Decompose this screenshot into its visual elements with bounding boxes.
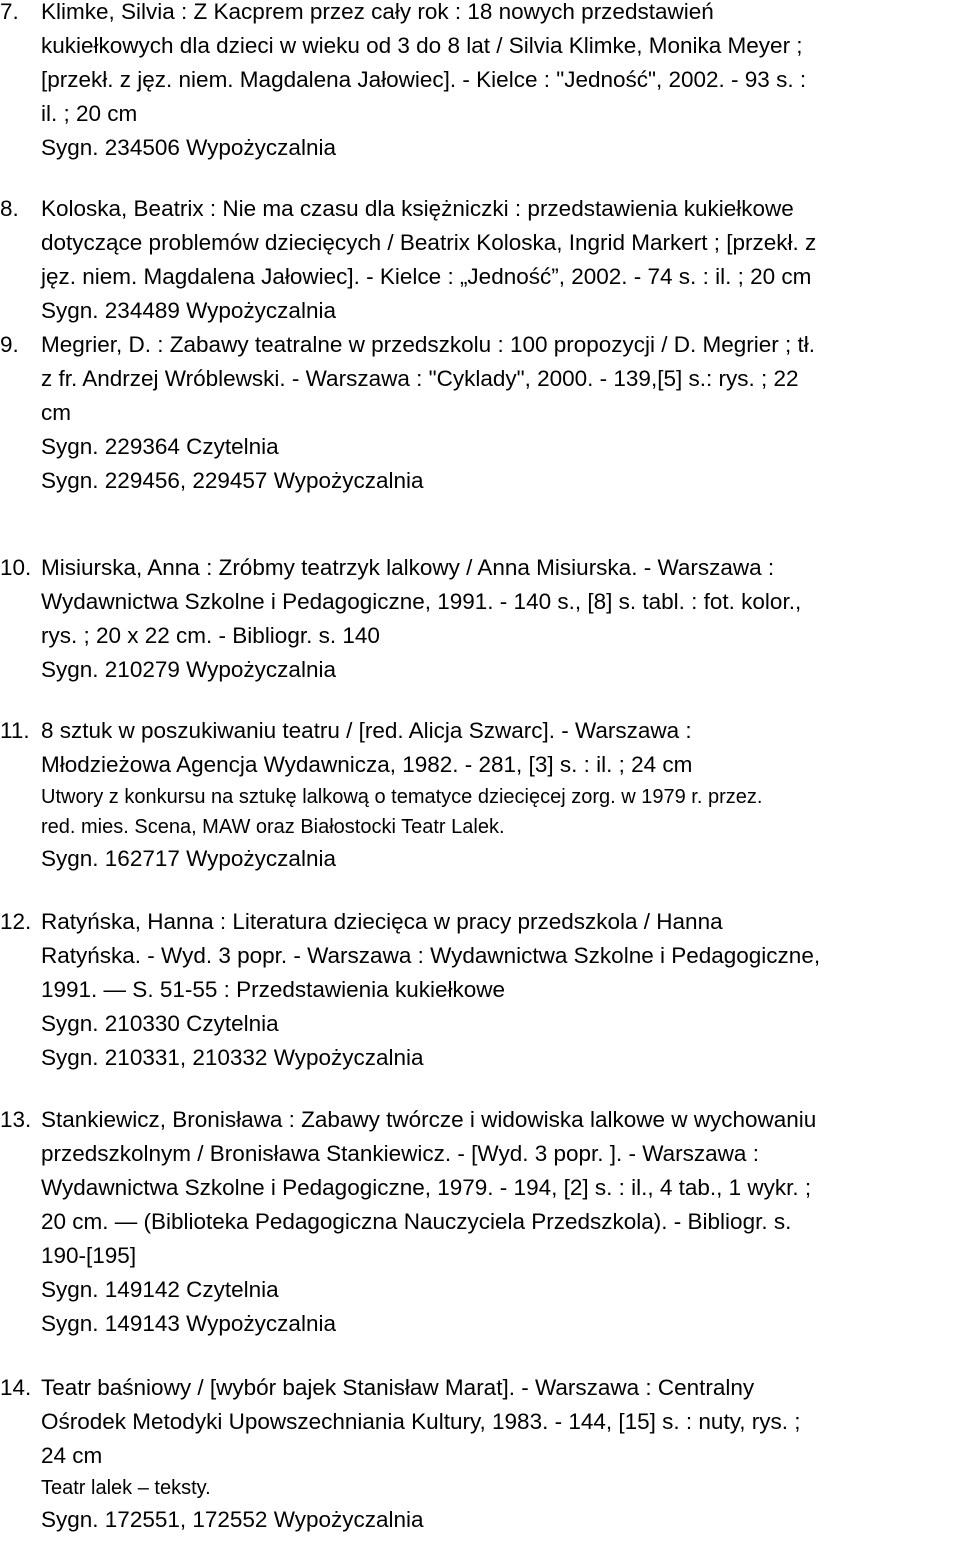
entry-line: jęz. niem. Magdalena Jałowiec]. - Kielce : „Jedność”, 2002. - 74 s. : il. ; 20 cm xyxy=(41,264,812,289)
entry-text xyxy=(41,0,960,165)
entry-line: przedszkolnym / Bronisława Stankiewicz. - [Wyd. 3 popr. ]. - Warszawa : xyxy=(41,1141,759,1166)
entry-line: 20 cm. — (Biblioteka Pedagogiczna Nauczyciela Przedszkola). - Bibliogr. s. xyxy=(41,1209,792,1234)
entry-13 xyxy=(0,1103,960,1341)
entry-line: Teatr baśniowy / [wybór bajek Stanisław Marat]. - Warszawa : Centralny xyxy=(41,1375,755,1400)
entry-line: Misiurska, Anna : Zróbmy teatrzyk lalkowy / Anna Misiurska. - Warszawa : xyxy=(41,555,775,580)
entry-line: cm xyxy=(41,400,71,425)
signature-line: Sygn. 149143 Wypożyczalnia xyxy=(41,1311,336,1336)
note-line: Utwory z konkursu na sztukę lalkową o tematyce dziecięcej zorg. w 1979 r. przez. xyxy=(41,786,763,808)
entry-number: 10. xyxy=(0,555,32,580)
entry-line: 1991. — S. 51-55 : Przedstawienia kukiełkowe xyxy=(41,977,505,1002)
entry-line: dotyczące problemów dziecięcych / Beatrix Koloska, Ingrid Markert ; [przekł. z xyxy=(41,230,817,255)
entry-line: 8 sztuk w poszukiwaniu teatru / [red. Alicja Szwarc]. - Warszawa : xyxy=(41,718,692,743)
entry-14 xyxy=(0,1371,960,1537)
entry-line: Wydawnictwa Szkolne i Pedagogiczne, 1979. - 194, [2] s. : il., 4 tab., 1 wykr. ; xyxy=(41,1175,812,1200)
signature-line: Sygn. 229364 Czytelnia xyxy=(41,434,279,459)
entry-line: Wydawnictwa Szkolne i Pedagogiczne, 1991. - 140 s., [8] s. tabl. : fot. kolor., xyxy=(41,589,802,614)
signature-line: Sygn. 229456, 229457 Wypożyczalnia xyxy=(41,468,424,493)
signature-line: Sygn. 149142 Czytelnia xyxy=(41,1277,279,1302)
entry-number: 14. xyxy=(0,1375,32,1400)
note-line: red. mies. Scena, MAW oraz Białostocki Teatr Lalek. xyxy=(41,816,505,838)
entry-line: [przekł. z jęz. niem. Magdalena Jałowiec]. - Kielce : "Jedność", 2002. - 93 s. : xyxy=(41,67,807,92)
entry-number: 13. xyxy=(0,1107,32,1132)
entry-number: 12. xyxy=(0,909,32,934)
entry-8 xyxy=(0,192,960,328)
entry-7 xyxy=(0,0,960,165)
signature-line: Sygn. 234489 Wypożyczalnia xyxy=(41,298,336,323)
entry-line: Młodzieżowa Agencja Wydawnicza, 1982. - 281, [3] s. : il. ; 24 cm xyxy=(41,752,693,777)
entry-line: Ratyńska, Hanna : Literatura dziecięca w pracy przedszkola / Hanna xyxy=(41,909,723,934)
entry-text xyxy=(41,192,960,328)
note-line: Teatr lalek – teksty. xyxy=(41,1477,211,1499)
signature-line: Sygn. 210279 Wypożyczalnia xyxy=(41,657,336,682)
entry-number: 9. xyxy=(0,332,19,357)
entry-line: Koloska, Beatrix : Nie ma czasu dla księżniczki : przedstawienia kukiełkowe xyxy=(41,196,794,221)
entry-line: Stankiewicz, Bronisława : Zabawy twórcze i widowiska lalkowe w wychowaniu xyxy=(41,1107,817,1132)
entry-text xyxy=(41,328,960,498)
entry-10 xyxy=(0,551,960,687)
entry-text xyxy=(41,905,960,1075)
signature-line: Sygn. 234506 Wypożyczalnia xyxy=(41,135,336,160)
entry-12 xyxy=(0,905,960,1075)
entry-line: 24 cm xyxy=(41,1443,103,1468)
entry-line: Megrier, D. : Zabawy teatralne w przedszkolu : 100 propozycji / D. Megrier ; tł. xyxy=(41,332,816,357)
entry-line: Klimke, Silvia : Z Kacprem przez cały rok : 18 nowych przedstawień xyxy=(41,0,714,24)
entry-line: il. ; 20 cm xyxy=(41,101,138,126)
entry-text xyxy=(41,1371,960,1537)
entry-number: 8. xyxy=(0,196,19,221)
entry-text xyxy=(41,714,960,876)
signature-line: Sygn. 172551, 172552 Wypożyczalnia xyxy=(41,1507,424,1532)
entry-text xyxy=(41,1103,960,1341)
entry-11 xyxy=(0,714,960,876)
entry-number: 7. xyxy=(0,0,19,24)
entry-line: z fr. Andrzej Wróblewski. - Warszawa : "Cyklady", 2000. - 139,[5] s.: rys. ; 22 xyxy=(41,366,799,391)
signature-line: Sygn. 210331, 210332 Wypożyczalnia xyxy=(41,1045,424,1070)
entry-line: kukiełkowych dla dzieci w wieku od 3 do 8 lat / Silvia Klimke, Monika Meyer ; xyxy=(41,33,803,58)
entry-9 xyxy=(0,328,960,498)
entry-number: 11. xyxy=(0,718,30,743)
signature-line: Sygn. 210330 Czytelnia xyxy=(41,1011,279,1036)
signature-line: Sygn. 162717 Wypożyczalnia xyxy=(41,846,336,871)
entry-line: 190-[195] xyxy=(41,1243,137,1268)
entry-text xyxy=(41,551,960,687)
entry-line: Ośrodek Metodyki Upowszechniania Kultury, 1983. - 144, [15] s. : nuty, rys. ; xyxy=(41,1409,801,1434)
entry-line: rys. ; 20 x 22 cm. - Bibliogr. s. 140 xyxy=(41,623,380,648)
entry-line: Ratyńska. - Wyd. 3 popr. - Warszawa : Wydawnictwa Szkolne i Pedagogiczne, xyxy=(41,943,821,968)
